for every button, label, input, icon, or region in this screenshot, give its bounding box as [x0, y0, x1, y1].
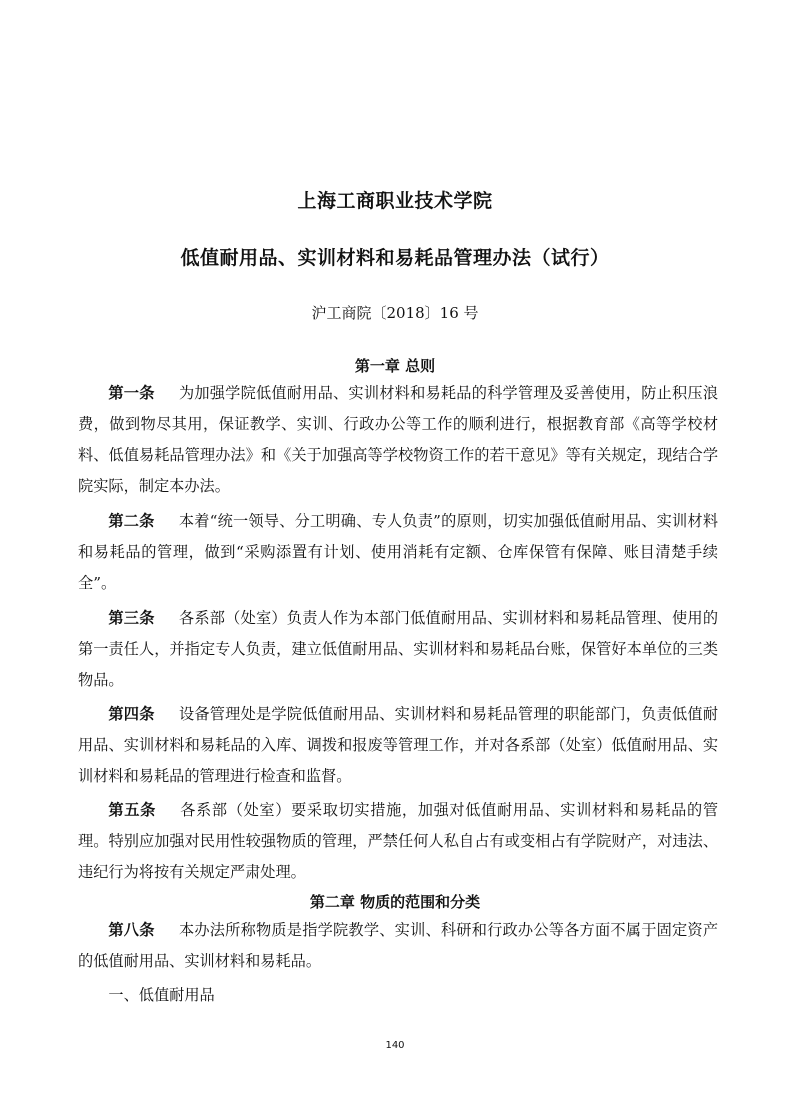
- article-paragraph: [78, 378, 718, 502]
- institution-name: 上海工商职业技术学院: [297, 190, 493, 212]
- article-label: 第五条: [108, 801, 156, 819]
- article-label: 第四条: [108, 705, 155, 723]
- article-label: 第二条: [108, 512, 155, 530]
- article-paragraph: [78, 506, 718, 599]
- article-text: 各系部（处室）要采取切实措施，加强对低值耐用品、实训材料和易耗品的管理。特别应加强对民用性较强物质的管理，严禁任何人私自占有或变相占有学院财产，对违法、违纪行为将按有关规定严肃处理。: [78, 801, 719, 881]
- article-paragraph: [78, 699, 718, 792]
- article-label: 第三条: [108, 609, 155, 627]
- article-label: 第一条: [108, 384, 155, 402]
- article-text: 各系部（处室）负责人作为本部门低值耐用品、实训材料和易耗品管理、使用的第一责任人，并指定专人负责，建立低值耐用品、实训材料和易耗品台账，保管好本单位的三类物品。: [78, 609, 719, 689]
- article-text: 设备管理处是学院低值耐用品、实训材料和易耗品管理的职能部门，负责低值耐用品、实训材料和易耗品的入库、调拨和报废等管理工作，并对各系部（处室）低值耐用品、实训材料和易耗品的管理进行检查和监督。: [78, 705, 719, 785]
- article-label: 第八条: [108, 921, 155, 939]
- article-text: 为加强学院低值耐用品、实训材料和易耗品的科学管理及妥善使用，防止积压浪费，做到物尽其用，保证教学、实训、行政办公等工作的顺利进行，根据教育部《高等学校材料、低值易耗品管理办法》和《关于加强高等学校物资工作的若干意见》等有关规定，现结合学院实际，制定本办法。: [78, 384, 719, 495]
- chapter-heading: 第一章 总则: [354, 357, 436, 375]
- document-number: 沪工商院〔2018〕16 号: [311, 304, 479, 322]
- article-paragraph: [78, 915, 718, 977]
- page-number: 140: [385, 1040, 405, 1051]
- article-paragraph: [78, 603, 718, 696]
- article-text: 本着“统一领导、分工明确、专人负责”的原则，切实加强低值耐用品、实训材料和易耗品的管理，做到“采购添置有计划、使用消耗有定额、仓库保管有保障、账目清楚手续全”。: [78, 512, 719, 592]
- document-title: 低值耐用品、实训材料和易耗品管理办法（试行）: [180, 247, 610, 269]
- article-text: 本办法所称物质是指学院教学、实训、科研和行政办公等各方面不属于固定资产的低值耐用品、实训材料和易耗品。: [78, 921, 719, 970]
- list-item: 一、低值耐用品: [108, 986, 215, 1004]
- article-paragraph: [78, 795, 718, 888]
- chapter-heading: 第二章 物质的范围和分类: [309, 893, 481, 911]
